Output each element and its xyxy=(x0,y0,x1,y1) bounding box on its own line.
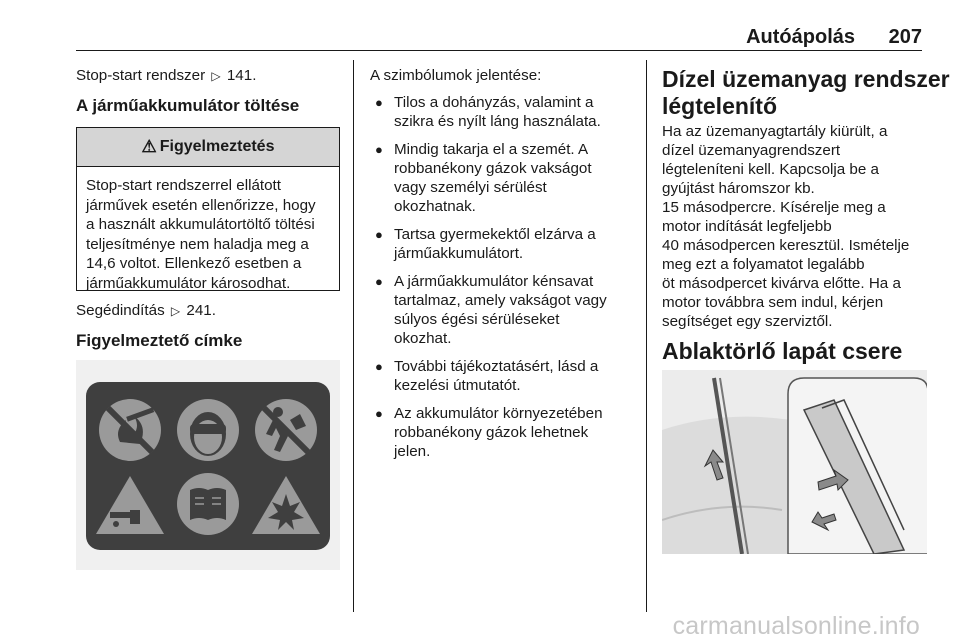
symbol-meaning-list xyxy=(364,93,646,470)
page-reference[interactable]: 141. xyxy=(226,67,257,84)
explosion-hazard-icon xyxy=(252,476,320,534)
section-heading-diesel-bleeding: Dízel üzemanyag rendszer légtelenítő xyxy=(662,66,950,119)
no-smoking-flame-icon xyxy=(99,399,161,461)
list-item: ● További tájékoztatásért, lásd a kezelési útmutatót. xyxy=(375,358,599,394)
warning-line: járművek esetén ellenőrizze, hogy xyxy=(86,196,316,214)
column-divider-1 xyxy=(353,60,354,612)
cross-reference-icon: ▷ xyxy=(211,69,221,83)
list-item: ● A járműakkumulátor kénsavat tartalmaz, amely vakságot vagy súlyos égési sérüléseket okozhat. xyxy=(375,273,607,347)
warning-triangle-icon: ⚠ xyxy=(141,137,157,156)
paragraph-text: Segédindítás xyxy=(76,302,165,319)
diesel-bleeding-paragraph: Ha az üzemanyagtartály kiürült, a dízel üzemanyagrendszert légteleníteni kell. Kapcsolja be a gyújtást háromszor kb. 15 másodpercre. Kísérelje meg a motor indítását legfeljebb 40 másodpercen keresztül. Ismételje meg ezt a folyamatot legalább öt másodpercet kivárva előtte. Ha a motor továbbra sem indul, kérjen segítséget egy szerviztől. xyxy=(662,123,910,330)
bullet-icon: ● xyxy=(375,227,383,242)
watermark: carmanualsonline.info xyxy=(672,612,920,640)
paragraph-text: Stop-start rendszer xyxy=(76,67,206,84)
keep-children-away-icon xyxy=(255,399,317,461)
paragraph-jump-start-ref xyxy=(76,301,216,321)
eye-protection-icon xyxy=(177,399,239,461)
bullet-icon: ● xyxy=(375,142,383,157)
list-item: ● Tartsa gyermekektől elzárva a járműakkumulátort. xyxy=(375,226,596,262)
section-heading-battery-charging: A járműakkumulátor töltése xyxy=(76,96,300,115)
symbols-intro: A szimbólumok jelentése: xyxy=(370,67,542,84)
bullet-icon: ● xyxy=(375,406,383,421)
acid-corrosive-icon xyxy=(96,476,164,534)
page-number: 207 xyxy=(888,26,922,48)
read-manual-icon xyxy=(177,473,239,535)
section-heading-warning-label: Figyelmeztető címke xyxy=(76,331,243,350)
battery-warning-label-image xyxy=(76,360,340,570)
warning-line: teljesítménye nem haladja meg a xyxy=(86,235,309,253)
warning-label-card xyxy=(86,382,330,550)
section-heading-wiper-blade: Ablaktörlő lapát csere xyxy=(662,338,903,364)
running-header-title: Autóápolás xyxy=(746,26,855,48)
header-rule xyxy=(76,50,922,51)
wiper-blade-drawing xyxy=(662,370,927,554)
bullet-icon: ● xyxy=(375,359,383,374)
paragraph-stop-start-ref xyxy=(76,66,256,86)
warning-title: Figyelmeztetés xyxy=(159,138,275,155)
list-item: ● Tilos a dohányzás, valamint a szikra és nyílt láng használata. xyxy=(375,94,601,130)
warning-text xyxy=(77,167,339,293)
warning-line: a használt akkumulátortöltő töltési xyxy=(86,216,315,233)
cross-reference-icon: ▷ xyxy=(170,304,181,318)
bullet-icon: ● xyxy=(375,274,383,289)
bullet-icon: ● xyxy=(375,95,383,110)
warning-label-symbols xyxy=(86,382,330,550)
column-divider-2 xyxy=(646,60,647,612)
warning-line: Stop-start rendszerrel ellátott xyxy=(86,177,281,194)
warning-box xyxy=(76,127,340,291)
warning-line: 14,6 voltot. Ellenkező esetben a xyxy=(86,255,302,272)
page-reference[interactable]: 241. xyxy=(186,302,216,319)
list-item: ● Az akkumulátor környezetében robbanékony gázok lehetnek jelen. xyxy=(375,405,603,460)
warning-header xyxy=(77,128,339,167)
warning-line: járműakkumulátor károsodhat. xyxy=(86,274,291,292)
list-item: ● Mindig takarja el a szemét. A robbanékony gázok vakságot vagy személyi sérülést okozhatnak. xyxy=(375,141,592,215)
wiper-blade-illustration xyxy=(662,370,927,554)
